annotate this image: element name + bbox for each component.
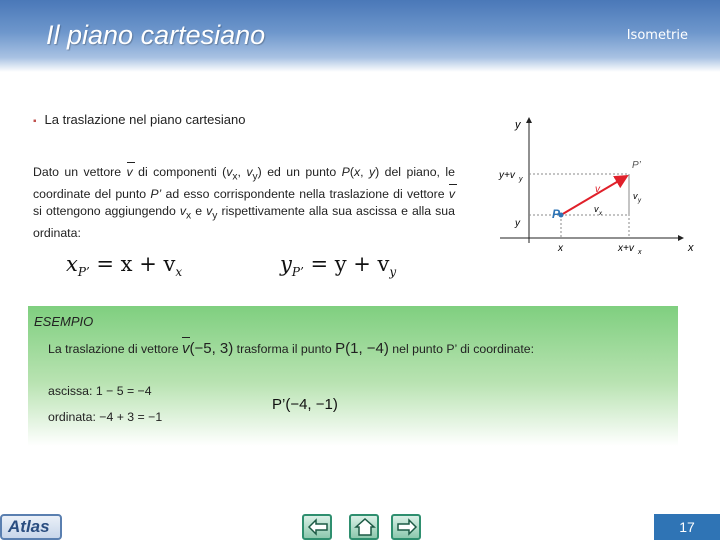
next-button[interactable]: [391, 514, 421, 540]
definition-paragraph: Dato un vettore v di componenti ($v_x$, $v_y$) ed un punto P(x, y) del piano, le coordinate del punto P’ ad esso corrispondente nella traslazione di vettore v si ottengono aggiungendo $v_x$ e $v_y$ rispettivamente alla sua ascissa e alla sua ordinata:: [33, 165, 455, 241]
vector-v: v: [126, 165, 133, 179]
example-title: ESEMPIO: [34, 314, 94, 329]
x-axis-label: x: [688, 242, 694, 254]
ascissa-calc: ascissa: 1 − 5 = −4: [48, 384, 152, 398]
topic-heading-text: La traslazione nel piano cartesiano: [44, 112, 246, 127]
home-icon: [354, 518, 376, 536]
svg-text:y: y: [519, 176, 523, 183]
svg-text:v: v: [594, 204, 599, 214]
translation-graph: [495, 108, 700, 258]
formula-x: $x_{P’} = x + v_x$: [66, 252, 183, 280]
page-title: Il piano cartesiano: [46, 20, 266, 50]
arrow-right-icon: [396, 518, 418, 536]
home-button[interactable]: [349, 514, 379, 540]
page-number: 17: [654, 514, 720, 540]
svg-text:P’: P’: [632, 160, 641, 171]
bullet-icon: ▪: [33, 116, 37, 127]
ordinata-calc: ordinata: −4 + 3 = −1: [48, 410, 163, 424]
example-box: [28, 306, 678, 446]
svg-text:P: P: [552, 207, 561, 221]
svg-text:v: v: [595, 184, 600, 195]
svg-text:x: x: [599, 211, 602, 217]
example-statement: La traslazione di vettore v(−5, 3) trasforma il punto P(1, −4) nel punto P’ di coordinate:: [48, 340, 535, 357]
svg-text:y: y: [515, 218, 520, 229]
prev-button[interactable]: [302, 514, 332, 540]
svg-text:y+v: y+v: [499, 170, 515, 181]
svg-text:x: x: [638, 249, 642, 256]
svg-text:y: y: [638, 198, 641, 204]
y-axis-label: y: [515, 119, 521, 131]
svg-text:x+v: x+v: [618, 243, 634, 254]
arrow-left-icon: [307, 518, 329, 536]
topic-heading: [33, 112, 245, 127]
atlas-logo: Atlas: [0, 514, 62, 540]
formula-y: $y_{P’} = y + v_y$: [280, 252, 397, 280]
result-point: P’(−4, −1): [272, 396, 338, 413]
svg-text:v: v: [633, 191, 638, 201]
header-bar: [0, 0, 720, 72]
svg-text:x: x: [558, 243, 563, 254]
section-title: Isometrie: [626, 28, 688, 43]
